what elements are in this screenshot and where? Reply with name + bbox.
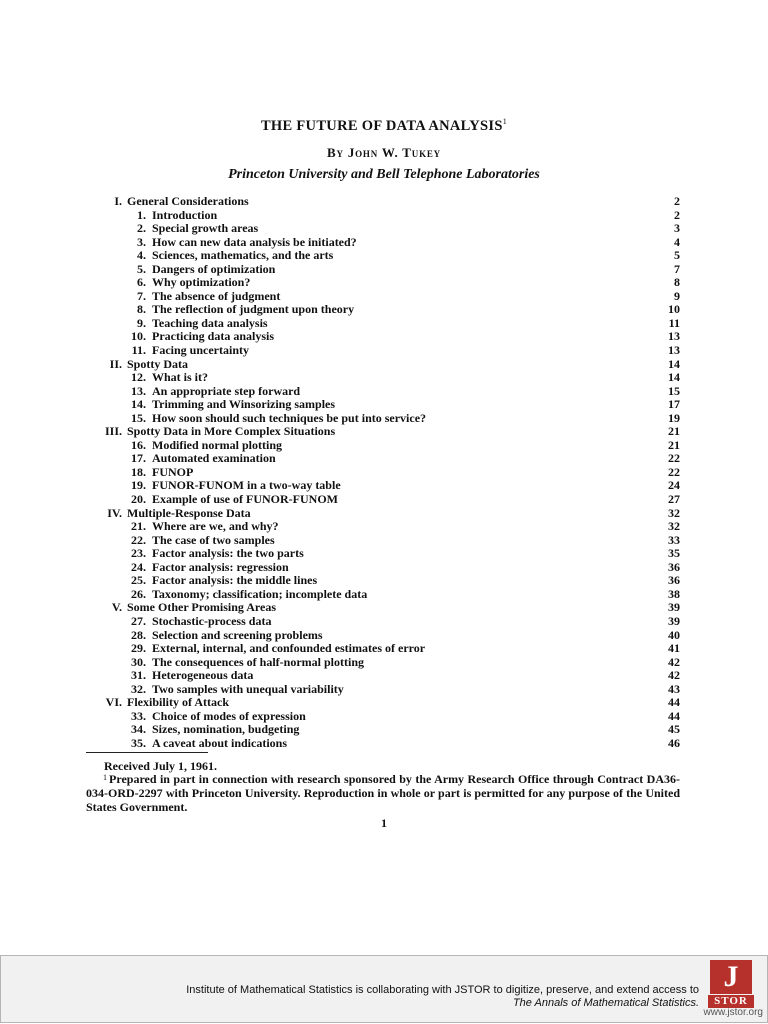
toc-entry-page: 21 — [668, 424, 680, 439]
toc-entry-number: 20. — [131, 492, 146, 507]
toc-subsection-entry — [0, 629, 768, 643]
toc-entry-page: 2 — [674, 194, 680, 208]
toc-entry-page: 32 — [668, 505, 680, 520]
toc-entry-number: 16. — [131, 437, 146, 452]
toc-entry-number: 2. — [137, 221, 146, 236]
toc-entry-title: Flexibility of Attack — [127, 695, 229, 710]
toc-entry-number: 23. — [131, 546, 146, 561]
toc-entry-page: 7 — [674, 261, 680, 276]
toc-entry-page: 22 — [668, 464, 680, 479]
jstor-url-link[interactable]: www.jstor.org — [703, 1007, 763, 1018]
toc-entry-title: Stochastic-process data — [152, 613, 272, 628]
toc-entry-number: 28. — [131, 627, 146, 642]
toc-entry-title: Factor analysis: the middle lines — [152, 573, 318, 588]
toc-entry-number: 4. — [137, 248, 146, 263]
jstor-banner[interactable] — [0, 955, 768, 1023]
toc-entry-title: Sciences, mathematics, and the arts — [152, 248, 334, 263]
toc-entry-number: 3. — [137, 234, 146, 249]
article-title — [0, 118, 768, 135]
toc-entry-title: Facing uncertainty — [152, 343, 249, 358]
toc-entry-number: 35. — [131, 735, 146, 750]
toc-entry-number: 21. — [131, 519, 146, 534]
toc-entry-page: 15 — [668, 383, 680, 398]
toc-entry-page: 22 — [668, 451, 680, 466]
toc-entry-number: 12. — [131, 370, 146, 385]
toc-entry-number: 10. — [131, 329, 146, 344]
toc-entry-title: How can new data analysis be initiated? — [152, 234, 357, 249]
toc-entry-title: Practicing data analysis — [152, 329, 274, 344]
toc-subsection-entry — [0, 398, 768, 412]
toc-section-entry — [0, 425, 768, 439]
toc-subsection-entry — [0, 534, 768, 548]
toc-subsection-entry — [0, 222, 768, 236]
toc-entry-number: 30. — [131, 654, 146, 669]
toc-subsection-entry — [0, 209, 768, 223]
article-title-text: THE FUTURE OF DATA ANALYSIS — [260, 118, 503, 134]
toc-subsection-entry — [0, 710, 768, 724]
toc-entry-title: Factor analysis: regression — [152, 559, 289, 574]
table-of-contents — [0, 195, 768, 750]
toc-subsection-entry — [0, 669, 768, 683]
toc-subsection-entry — [0, 330, 768, 344]
toc-entry-title: FUNOP — [152, 464, 194, 479]
toc-entry-title: Trimming and Winsorizing samples — [152, 397, 336, 412]
toc-entry-number: 18. — [131, 464, 146, 479]
toc-entry-title: Spotty Data — [127, 356, 189, 371]
banner-collaboration-text: Institute of Mathematical Statistics is collaborating with JSTOR to digitize, preserve, and extend access to — [186, 984, 699, 996]
toc-entry-number: 1. — [137, 207, 146, 222]
toc-entry-number: 32. — [131, 681, 146, 696]
toc-entry-title: Multiple-Response Data — [127, 505, 251, 520]
toc-subsection-entry — [0, 249, 768, 263]
toc-section-entry — [0, 601, 768, 615]
toc-entry-number: 8. — [137, 302, 146, 317]
toc-entry-number: VI. — [105, 695, 122, 710]
page-number: 1 — [381, 816, 387, 830]
toc-subsection-entry — [0, 385, 768, 399]
jstor-logo-word: STOR — [708, 995, 754, 1008]
toc-entry-number: II. — [109, 356, 122, 371]
toc-subsection-entry — [0, 561, 768, 575]
received-date: Received July 1, 1961. — [104, 759, 217, 773]
toc-entry-number: 5. — [137, 261, 146, 276]
toc-section-entry — [0, 358, 768, 372]
toc-entry-title: Dangers of optimization — [152, 261, 276, 276]
footnote-text: Prepared in part in connection with research sponsored by the Army Research Office through Contract DA36-034-ORD-2297 with Princeton University. Reproduction in whole or part is permitted for any purpose of the United States Government. — [86, 772, 680, 814]
jstor-logo-icon[interactable] — [708, 960, 754, 1008]
toc-subsection-entry — [0, 493, 768, 507]
toc-entry-page: 45 — [668, 722, 680, 737]
toc-subsection-entry — [0, 371, 768, 385]
toc-section-entry — [0, 195, 768, 209]
toc-entry-page: 35 — [668, 546, 680, 561]
toc-entry-title: The absence of judgment — [152, 288, 281, 303]
toc-entry-number: 27. — [131, 613, 146, 628]
toc-entry-page: 4 — [674, 234, 680, 249]
footnote-marker: 1 — [103, 773, 107, 782]
toc-subsection-entry — [0, 479, 768, 493]
toc-subsection-entry — [0, 547, 768, 561]
toc-entry-page: 36 — [668, 559, 680, 574]
toc-subsection-entry — [0, 642, 768, 656]
toc-entry-title: Teaching data analysis — [152, 315, 268, 330]
toc-subsection-entry — [0, 344, 768, 358]
toc-entry-page: 42 — [668, 668, 680, 683]
toc-entry-page: 39 — [668, 600, 680, 615]
toc-entry-number: 6. — [137, 275, 146, 290]
toc-subsection-entry — [0, 317, 768, 331]
toc-entry-title: The reflection of judgment upon theory — [152, 302, 355, 317]
toc-section-entry — [0, 696, 768, 710]
toc-entry-number: I. — [114, 194, 122, 208]
toc-entry-number: 25. — [131, 573, 146, 588]
toc-entry-number: 33. — [131, 708, 146, 723]
toc-subsection-entry — [0, 737, 768, 751]
footnote-1 — [86, 772, 680, 814]
toc-entry-page: 46 — [668, 735, 680, 750]
toc-entry-page: 43 — [668, 681, 680, 696]
toc-entry-number: 19. — [131, 478, 146, 493]
toc-subsection-entry — [0, 236, 768, 250]
toc-subsection-entry — [0, 290, 768, 304]
toc-entry-title: Sizes, nomination, budgeting — [152, 722, 300, 737]
toc-subsection-entry — [0, 574, 768, 588]
toc-subsection-entry — [0, 439, 768, 453]
toc-entry-page: 14 — [668, 370, 680, 385]
toc-entry-title: Heterogeneous data — [152, 668, 254, 683]
toc-entry-page: 19 — [668, 410, 680, 425]
toc-entry-page: 41 — [668, 641, 680, 656]
toc-entry-title: How soon should such techniques be put into service? — [152, 410, 427, 425]
toc-entry-page: 32 — [668, 519, 680, 534]
toc-entry-page: 44 — [668, 695, 680, 710]
toc-entry-number: 31. — [131, 668, 146, 683]
toc-entry-page: 21 — [668, 437, 680, 452]
toc-entry-number: 14. — [131, 397, 146, 412]
toc-entry-page: 14 — [668, 356, 680, 371]
toc-entry-page: 8 — [674, 275, 680, 290]
toc-entry-page: 27 — [668, 492, 680, 507]
toc-subsection-entry — [0, 656, 768, 670]
toc-entry-page: 5 — [674, 248, 680, 263]
toc-entry-title: The case of two samples — [152, 532, 275, 547]
toc-section-entry — [0, 507, 768, 521]
toc-entry-title: Some Other Promising Areas — [127, 600, 276, 615]
toc-entry-number: 11. — [131, 343, 146, 358]
toc-entry-number: IV. — [107, 505, 122, 520]
toc-entry-page: 42 — [668, 654, 680, 669]
toc-entry-title: Choice of modes of expression — [152, 708, 306, 723]
toc-entry-number: III. — [104, 424, 122, 439]
toc-entry-page: 40 — [668, 627, 680, 642]
toc-subsection-entry — [0, 263, 768, 277]
toc-entry-number: 22. — [131, 532, 146, 547]
toc-entry-title: General Considerations — [127, 194, 249, 208]
toc-entry-title: Introduction — [152, 207, 218, 222]
toc-entry-title: The consequences of half-normal plotting — [152, 654, 365, 669]
toc-entry-page: 13 — [668, 329, 680, 344]
author-line: By John W. Tukey — [327, 145, 441, 160]
toc-entry-title: Modified normal plotting — [152, 437, 283, 452]
toc-entry-number: 26. — [131, 586, 146, 601]
toc-subsection-entry — [0, 683, 768, 697]
toc-entry-title: Spotty Data in More Complex Situations — [127, 424, 336, 439]
toc-entry-title: Two samples with unequal variability — [152, 681, 344, 696]
toc-entry-page: 13 — [668, 343, 680, 358]
toc-entry-title: Why optimization? — [152, 275, 251, 290]
toc-entry-page: 3 — [674, 221, 680, 236]
toc-entry-number: 9. — [137, 315, 146, 330]
toc-entry-page: 2 — [674, 207, 680, 222]
toc-entry-title: An appropriate step forward — [152, 383, 301, 398]
toc-entry-title: Special growth areas — [152, 221, 259, 236]
toc-entry-page: 17 — [668, 397, 680, 412]
toc-subsection-entry — [0, 615, 768, 629]
footnote-divider — [86, 752, 208, 753]
toc-subsection-entry — [0, 520, 768, 534]
toc-entry-title: Selection and screening problems — [152, 627, 323, 642]
toc-entry-title: Automated examination — [152, 451, 276, 466]
toc-entry-title: What is it? — [152, 370, 209, 385]
toc-subsection-entry — [0, 452, 768, 466]
title-footnote-marker: 1 — [502, 117, 508, 126]
toc-entry-page: 39 — [668, 613, 680, 628]
toc-subsection-entry — [0, 276, 768, 290]
toc-entry-title: External, internal, and confounded estimates of error — [152, 641, 426, 656]
toc-entry-number: 13. — [131, 383, 146, 398]
toc-entry-number: 7. — [137, 288, 146, 303]
toc-entry-number: 15. — [131, 410, 146, 425]
toc-subsection-entry — [0, 412, 768, 426]
toc-entry-page: 44 — [668, 708, 680, 723]
toc-entry-title: A caveat about indications — [152, 735, 288, 750]
toc-entry-number: 34. — [131, 722, 146, 737]
toc-entry-number: 24. — [131, 559, 146, 574]
toc-subsection-entry — [0, 588, 768, 602]
toc-subsection-entry — [0, 723, 768, 737]
toc-entry-page: 24 — [668, 478, 680, 493]
toc-entry-page: 33 — [668, 532, 680, 547]
toc-entry-page: 38 — [668, 586, 680, 601]
toc-entry-title: FUNOR-FUNOM in a two-way table — [152, 478, 341, 493]
toc-entry-page: 11 — [668, 315, 680, 330]
toc-entry-page: 36 — [668, 573, 680, 588]
affiliation-line: Princeton University and Bell Telephone Laboratories — [228, 167, 540, 182]
toc-subsection-entry — [0, 303, 768, 317]
toc-entry-number: 29. — [131, 641, 146, 656]
toc-entry-page: 9 — [674, 288, 680, 303]
toc-entry-number: V. — [111, 600, 122, 615]
toc-entry-title: Example of use of FUNOR-FUNOM — [152, 492, 338, 507]
toc-entry-title: Where are we, and why? — [152, 519, 279, 534]
jstor-logo-letter: J — [710, 960, 752, 994]
toc-subsection-entry — [0, 466, 768, 480]
toc-entry-title: Taxonomy; classification; incomplete data — [152, 586, 368, 601]
toc-entry-title: Factor analysis: the two parts — [152, 546, 304, 561]
toc-entry-page: 10 — [668, 302, 680, 317]
toc-entry-number: 17. — [131, 451, 146, 466]
banner-journal-name: The Annals of Mathematical Statistics. — [512, 997, 699, 1009]
